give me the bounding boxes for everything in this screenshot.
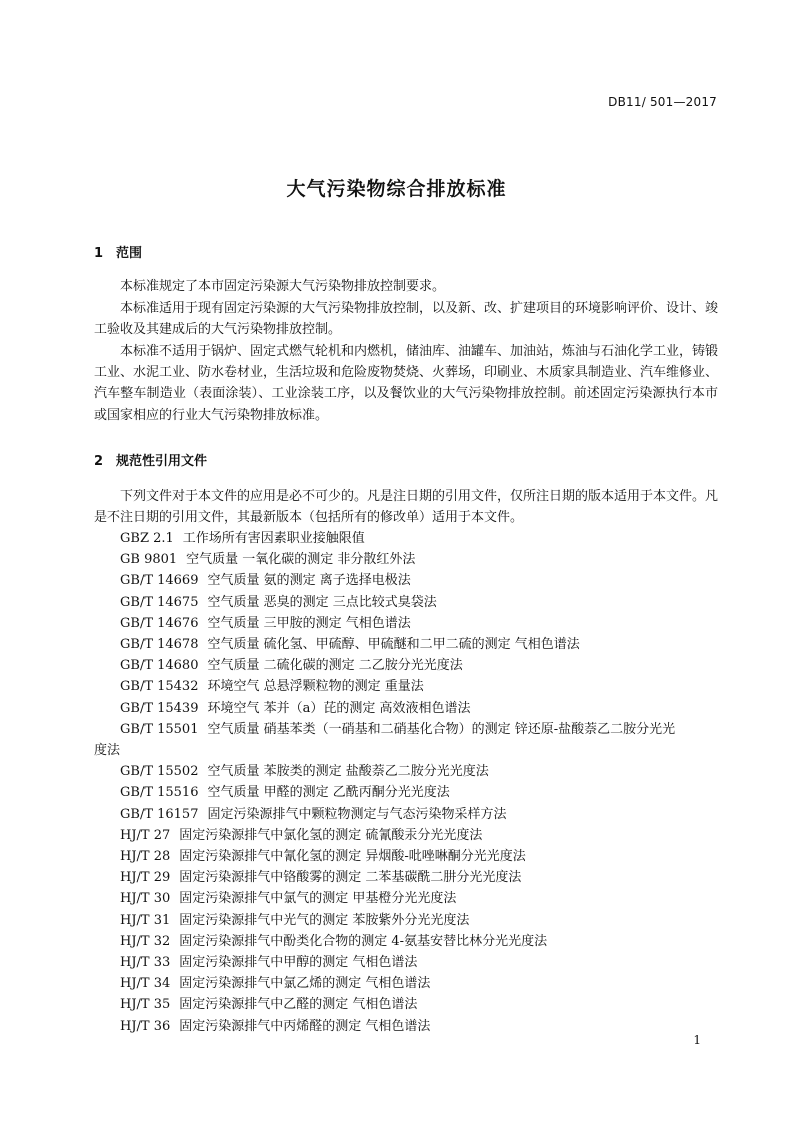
reference-item: GB/T 14669 空气质量 氨的测定 离子选择电极法	[120, 573, 411, 589]
reference-item: GB/T 15502 空气质量 苯胺类的测定 盐酸萘乙二胺分光光度法	[120, 764, 489, 780]
reference-item: GB 9801 空气质量 一氧化碳的测定 非分散红外法	[120, 552, 416, 568]
reference-item: GB/T 14675 空气质量 恶臭的测定 三点比较式臭袋法	[120, 594, 437, 610]
section-title: 范围	[116, 246, 143, 261]
reference-item: GB/T 15516 空气质量 甲醛的测定 乙酰丙酮分光光度法	[120, 785, 450, 801]
reference-item: HJ/T 31 固定污染源排气中光气的测定 苯胺紫外分光光度法	[120, 912, 470, 928]
scope-paragraph-3: 本标准不适用于锅炉、固定式燃气轮机和内燃机，储油库、油罐车、加油站，炼油与石油化学工业，铸锻工业、水泥工业、防水卷材业，生活垃圾和危险废物焚烧、火葬场，印刷业、木质家具制造业、汽车维修业、汽车整车制造业（表面涂装）、工业涂装工序，以及餐饮业的大气污染物排放控制。前述固定污染源执行本市或国家相应的行业大气污染物排放标准。	[94, 344, 719, 423]
reference-item: HJ/T 30 固定污染源排气中氯气的测定 甲基橙分光光度法	[120, 891, 457, 907]
page-number: 1	[693, 1033, 701, 1047]
reference-item: GB/T 15439 环境空气 苯并（a）芘的测定 高效液相色谱法	[120, 700, 471, 716]
reference-item: HJ/T 33 固定污染源排气中甲醇的测定 气相色谱法	[120, 955, 418, 971]
reference-item: GB/T 14676 空气质量 三甲胺的测定 气相色谱法	[120, 615, 411, 631]
reference-item: GB/T 14680 空气质量 二硫化碳的测定 二乙胺分光光度法	[120, 658, 463, 674]
section-heading-scope	[94, 242, 142, 261]
reference-item: HJ/T 36 固定污染源排气中丙烯醛的测定 气相色谱法	[120, 1018, 431, 1034]
document-title: 大气污染物综合排放标准	[286, 178, 507, 200]
reference-item: HJ/T 29 固定污染源排气中铬酸雾的测定 二苯基碳酰二肼分光光度法	[120, 870, 522, 886]
standard-code: DB11/ 501—2017	[608, 95, 717, 109]
section-title: 规范性引用文件	[116, 454, 208, 469]
section-heading-normative-references	[94, 450, 207, 469]
reference-item: GB/T 14678 空气质量 硫化氢、甲硫醇、甲硫醚和二甲二硫的测定 气相色谱法	[120, 637, 580, 653]
reference-item: HJ/T 34 固定污染源排气中氯乙烯的测定 气相色谱法	[120, 976, 431, 992]
reference-item: HJ/T 32 固定污染源排气中酚类化合物的测定 4-氨基安替比林分光光度法	[120, 933, 548, 949]
reference-item: GB/T 16157 固定污染源排气中颗粒物测定与气态污染物采样方法	[120, 806, 507, 822]
reference-item: GBZ 2.1 工作场所有害因素职业接触限值	[120, 531, 365, 546]
section-number: 2	[94, 454, 104, 469]
scope-paragraph-2: 本标准适用于现有固定污染源的大气污染物排放控制，以及新、改、扩建项目的环境影响评价、设计、竣工验收及其建成后的大气污染物排放控制。	[94, 301, 719, 338]
reference-item: GB/T 15432 环境空气 总悬浮颗粒物的测定 重量法	[120, 679, 424, 695]
section-number: 1	[94, 246, 104, 261]
reference-item: GB/T 15501 空气质量 硝基苯类（一硝基和二硝基化合物）的测定 锌还原-盐酸萘乙二胺分光光 度法	[94, 719, 718, 761]
reference-item: HJ/T 28 固定污染源排气中氰化氢的测定 异烟酸-吡唑啉酮分光光度法	[120, 849, 526, 865]
reference-item: HJ/T 35 固定污染源排气中乙醛的测定 气相色谱法	[120, 997, 418, 1013]
reference-list	[94, 528, 718, 1037]
reference-title-continuation: 度法	[94, 743, 121, 759]
references-intro-paragraph: 下列文件对于本文件的应用是必不可少的。凡是注日期的引用文件，仅所注日期的版本适用于本文件。凡是不注日期的引用文件，其最新版本（包括所有的修改单）适用于本文件。	[94, 489, 719, 526]
scope-paragraph-1: 本标准规定了本市固定污染源大气污染物排放控制要求。	[120, 279, 446, 294]
reference-item: HJ/T 27 固定污染源排气中氯化氢的测定 硫氰酸汞分光光度法	[120, 827, 483, 843]
